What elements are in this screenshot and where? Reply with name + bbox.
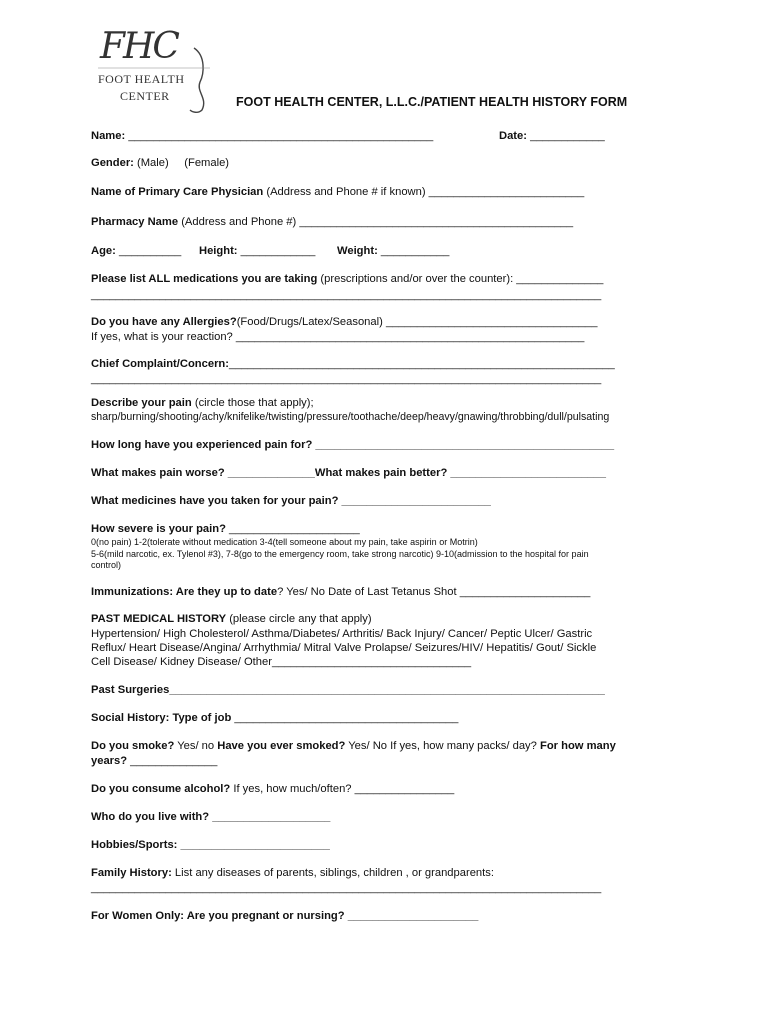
social-history-field[interactable]: ____________________________________ xyxy=(231,712,459,724)
pain-severity-field[interactable]: _____________________ xyxy=(225,523,360,535)
gender-option-female[interactable]: (Female) xyxy=(184,157,230,169)
allergies-field[interactable]: (Food/Drugs/Latex/Seasonal) __________________________________ xyxy=(236,316,598,328)
foot-health-center-logo xyxy=(92,26,222,116)
name-label: Name: xyxy=(91,130,126,142)
immunizations-label: Immunizations: Are they up to date xyxy=(91,586,278,598)
age-row xyxy=(91,244,181,258)
pain-worse-better-field[interactable]: What makes pain worse? ______________What makes pain better? _________________________ xyxy=(91,467,606,479)
logo-monogram: FHC xyxy=(100,26,178,67)
date-label: Date: xyxy=(499,130,527,142)
logo-text-line1: FOOT HEALTH xyxy=(98,72,185,86)
chief-complaint-line2[interactable]: __________________________________________________________________________________ xyxy=(91,373,602,385)
primary-care-physician-row xyxy=(91,185,584,199)
smoke-years-label: years? xyxy=(91,755,128,767)
gender-option-male[interactable]: (Male) xyxy=(137,157,169,169)
family-history-row xyxy=(91,866,494,880)
social-history-label: Social History: Type of job xyxy=(91,712,232,724)
pmh-options-line2[interactable]: Reflux/ Heart Disease/Angina/ Arrhythmia/ Mitral Valve Prolapse/ Seizures/HIV/ Hepatitis/ Gout/ Sickle xyxy=(91,642,597,654)
pregnancy-field[interactable]: For Women Only: Are you pregnant or nursing? _____________________ xyxy=(91,910,479,922)
family-history-label: Family History: xyxy=(91,867,172,879)
pain-scale-line3: control) xyxy=(91,560,122,570)
gender-label: Gender: xyxy=(91,157,134,169)
chief-complaint-field[interactable]: ______________________________________________________________ xyxy=(228,358,615,370)
height-row xyxy=(199,244,315,258)
date-field[interactable]: ____________ xyxy=(530,130,605,142)
pain-severity-label: How severe is your pain? xyxy=(91,523,226,535)
ever-smoked-answer[interactable]: Yes/ No If yes, how many packs/ day? xyxy=(345,740,540,752)
smoking-row xyxy=(91,739,616,753)
age-label: Age: xyxy=(91,245,116,257)
date-row xyxy=(499,129,605,143)
smoke-years-question: For how many xyxy=(539,740,616,752)
pmh-options-line3[interactable]: Cell Disease/ Kidney Disease/ Other________________________________ xyxy=(91,656,472,668)
name-row xyxy=(91,129,433,143)
pmh-label: PAST MEDICAL HISTORY xyxy=(91,613,227,625)
hobbies-field[interactable]: Hobbies/Sports: ________________________ xyxy=(91,839,330,851)
pain-description-label: Describe your pain xyxy=(91,397,192,409)
family-history-note: List any diseases of parents, siblings, children , or grandparents: xyxy=(171,867,494,879)
immunizations-field[interactable]: ? Yes/ No Date of Last Tetanus Shot _____________________ xyxy=(277,586,591,598)
pain-description-options[interactable]: sharp/burning/shooting/achy/knifelike/twisting/pressure/toothache/deep/heavy/gnawing/throbbing/dull/pulsating xyxy=(91,411,610,423)
pain-scale-line1: 0(no pain) 1-2(tolerate without medication 3-4(tell someone about my pain, take aspirin or Motrin) xyxy=(91,537,478,547)
weight-field[interactable]: ___________ xyxy=(380,245,450,257)
smoke-answer[interactable]: Yes/ no xyxy=(174,740,218,752)
pmh-options-line1[interactable]: Hypertension/ High Cholesterol/ Asthma/Diabetes/ Arthritis/ Back Injury/ Cancer/ Peptic Ulcer/ Gastric xyxy=(91,628,593,640)
age-field[interactable]: __________ xyxy=(118,245,182,257)
allergies-row xyxy=(91,315,598,329)
name-field[interactable]: _________________________________________________ xyxy=(128,130,434,142)
past-surgeries-field[interactable]: Past Surgeries______________________________________________________________________ xyxy=(91,684,605,696)
medications-row xyxy=(91,272,603,286)
family-history-field[interactable]: __________________________________________________________________________________ xyxy=(91,882,602,894)
pain-severity-row xyxy=(91,522,360,536)
ever-smoked-question: Have you ever smoked? xyxy=(217,740,346,752)
medications-label: Please list ALL medications you are taking xyxy=(91,273,318,285)
smoking-row-2 xyxy=(91,754,217,768)
pain-scale-line2: 5-6(mild narcotic, ex. Tylenol #3), 7-8(go to the emergency room, take strong narcotic) 9-10(admission to the hospital for pain xyxy=(91,549,589,559)
weight-row xyxy=(337,244,449,258)
social-history-row xyxy=(91,711,458,725)
alcohol-row xyxy=(91,782,454,796)
pmh-heading-row xyxy=(91,612,372,626)
pharmacy-row xyxy=(91,215,573,229)
immunizations-row xyxy=(91,585,590,599)
gender-row xyxy=(91,156,229,170)
pain-duration-field[interactable]: How long have you experienced pain for? ________________________________________________ xyxy=(91,439,615,451)
height-field[interactable]: ____________ xyxy=(240,245,316,257)
form-title: FOOT HEALTH CENTER, L.L.C./PATIENT HEALTH HISTORY FORM xyxy=(236,95,628,109)
chief-complaint-row xyxy=(91,357,615,371)
medications-field[interactable]: (prescriptions and/or over the counter): ______________ xyxy=(320,273,604,285)
pain-medicines-field[interactable]: What medicines have you taken for your pain? ________________________ xyxy=(91,495,491,507)
pharmacy-field[interactable]: (Address and Phone #) ____________________________________________ xyxy=(181,216,574,228)
smoke-question: Do you smoke? xyxy=(91,740,175,752)
height-label: Height: xyxy=(199,245,238,257)
allergies-label: Do you have any Allergies? xyxy=(91,316,237,328)
live-with-field[interactable]: Who do you live with? ___________________ xyxy=(91,811,331,823)
pain-description-note: (circle those that apply); xyxy=(194,397,314,409)
chief-complaint-label: Chief Complaint/Concern: xyxy=(91,358,229,370)
pain-description-row xyxy=(91,396,314,410)
smoke-years-field[interactable]: ______________ xyxy=(127,755,218,767)
logo-text-line2: CENTER xyxy=(120,89,170,103)
pharmacy-label: Pharmacy Name xyxy=(91,216,179,228)
alcohol-label: Do you consume alcohol? xyxy=(91,783,231,795)
medications-line2[interactable]: __________________________________________________________________________________ xyxy=(91,289,602,301)
pcp-label: Name of Primary Care Physician xyxy=(91,186,264,198)
alcohol-field[interactable]: If yes, how much/often? ________________ xyxy=(230,783,455,795)
weight-label: Weight: xyxy=(337,245,378,257)
pcp-field[interactable]: (Address and Phone # if known) _________________________ xyxy=(266,186,585,198)
pmh-note: (please circle any that apply) xyxy=(226,613,372,625)
allergy-reaction-field[interactable]: If yes, what is your reaction? ________________________________________________________ xyxy=(91,331,585,343)
